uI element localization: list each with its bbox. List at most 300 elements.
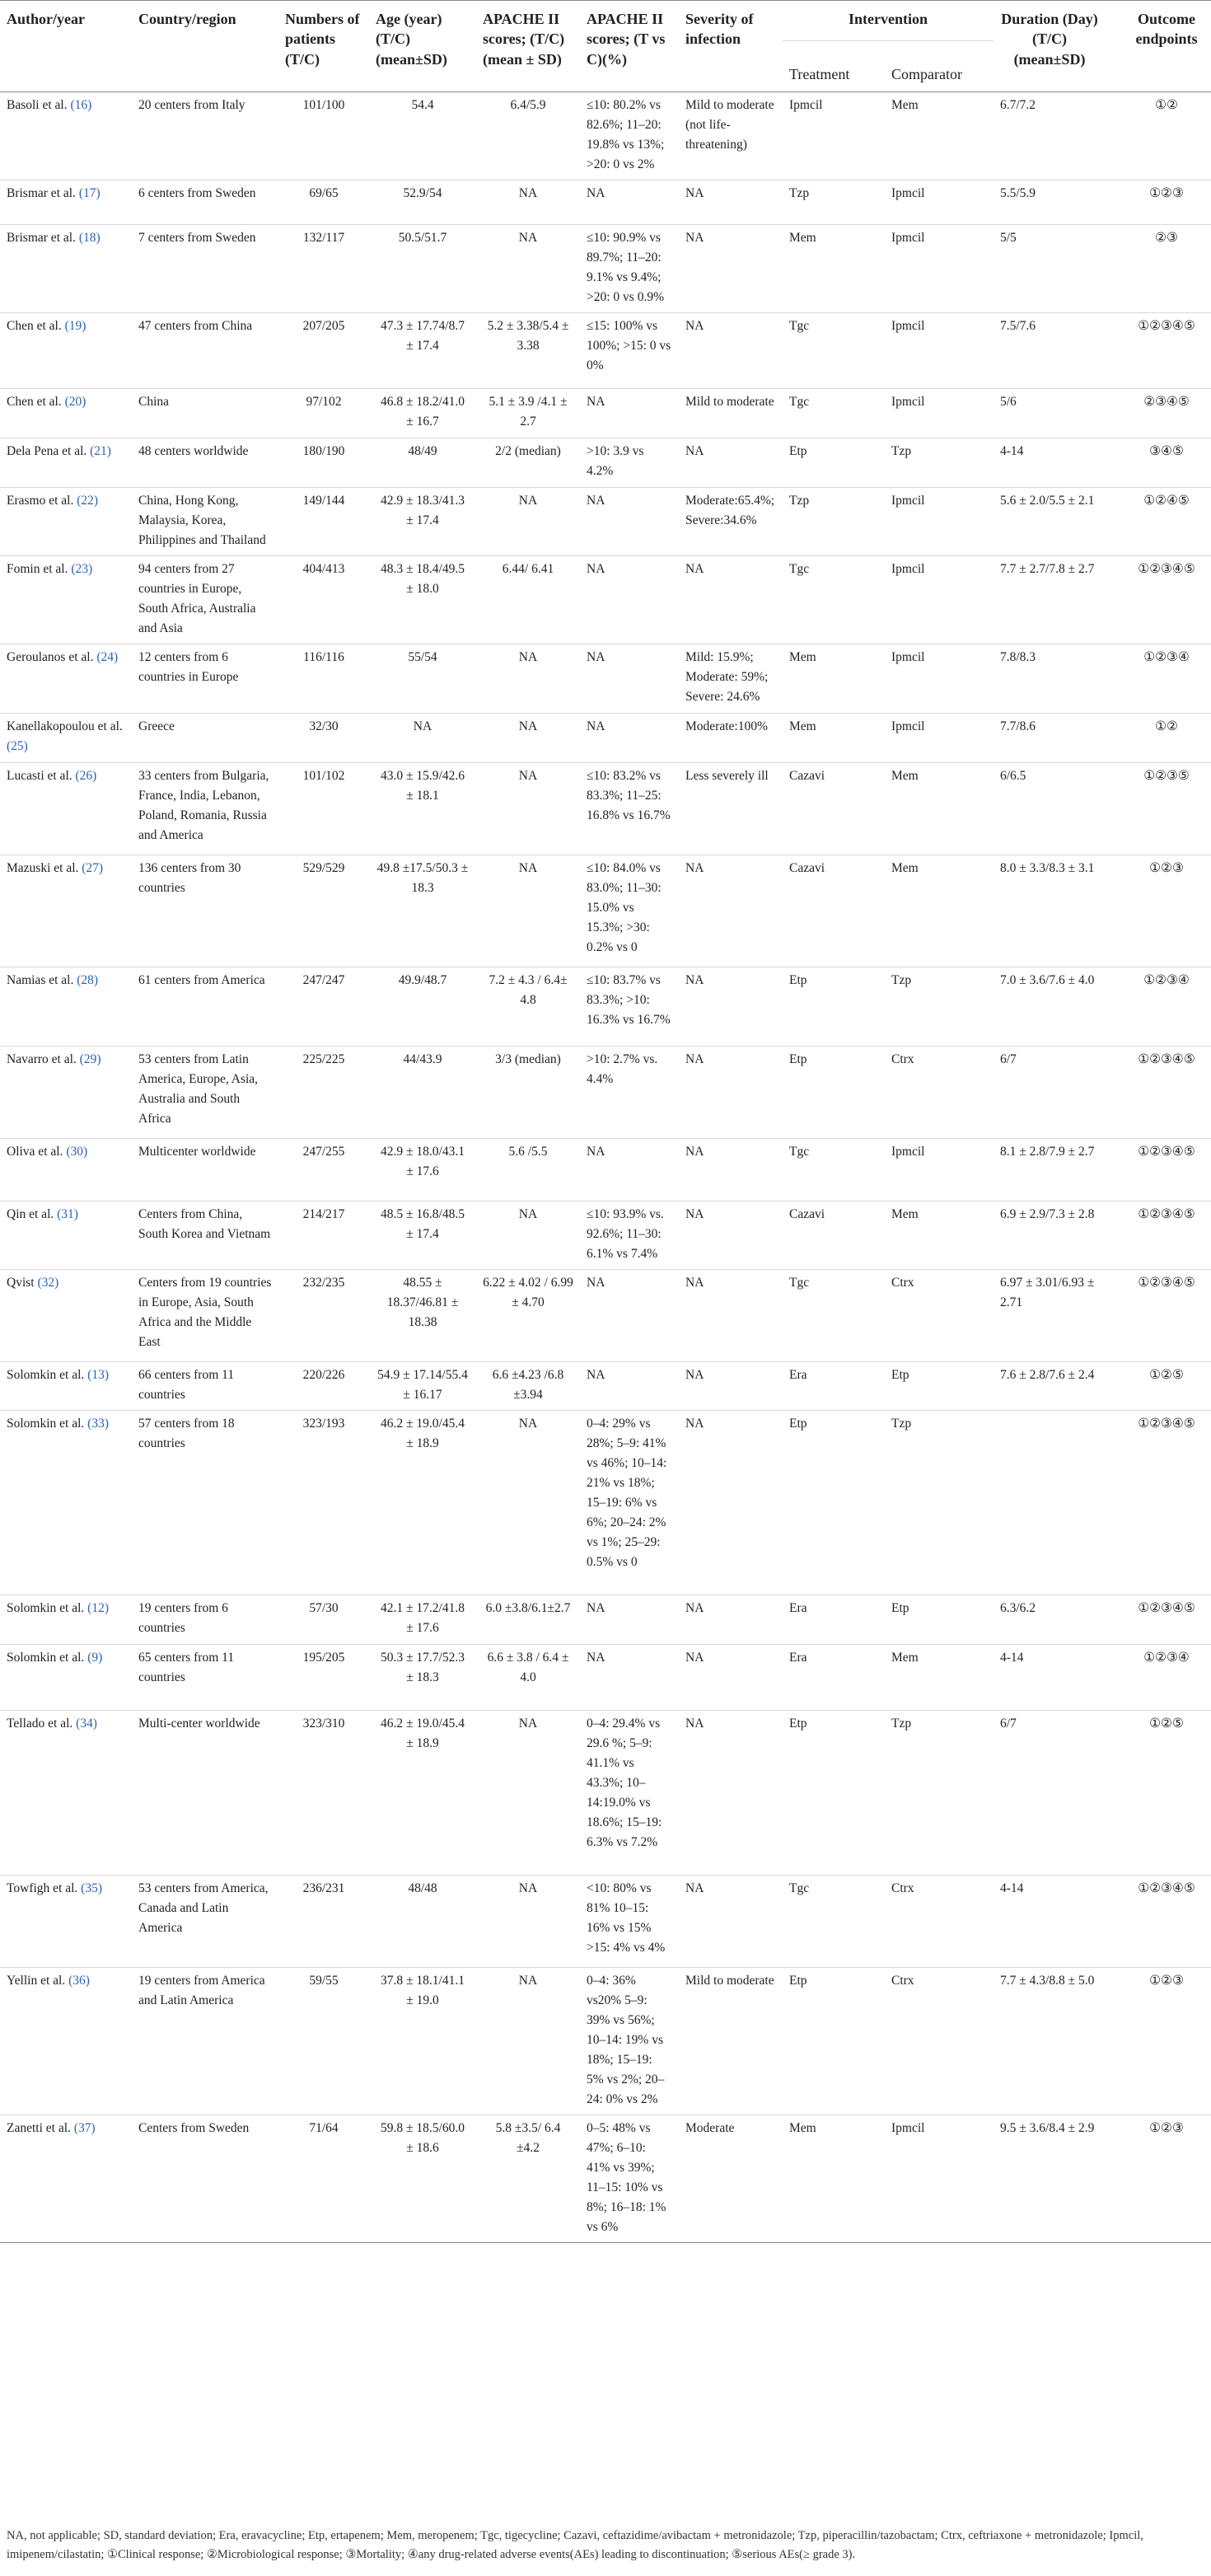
- cell-patients: 323/310: [278, 1710, 369, 1875]
- cell-age: 42.1 ± 17.2/41.8 ± 17.6: [369, 1595, 476, 1644]
- reference-link[interactable]: (35): [81, 1880, 102, 1895]
- cell-treatment: Etp: [783, 1710, 885, 1875]
- reference-link[interactable]: (33): [87, 1416, 109, 1431]
- cell-comparator: Tzp: [885, 967, 994, 1046]
- cell-duration: 6.3/6.2: [994, 1595, 1106, 1644]
- cell-treatment: Tgc: [783, 312, 885, 388]
- col-apache-percent: APACHE II scores; (T vs C)(%): [580, 1, 679, 92]
- reference-link[interactable]: (12): [87, 1600, 109, 1615]
- col-comparator: Comparator: [885, 41, 994, 91]
- author-name: Chen et al.: [7, 318, 62, 333]
- cell-comparator: Ipmcil: [885, 713, 994, 762]
- author-name: Solomkin et al.: [7, 1650, 85, 1665]
- cell-comparator: Ctrx: [885, 1875, 994, 1967]
- cell-severity: NA: [679, 1201, 783, 1269]
- cell-duration: 6/7: [994, 1046, 1106, 1138]
- cell-outcome: ①②③: [1106, 1967, 1211, 2115]
- cell-country: 12 centers from 6 countries in Europe: [132, 644, 278, 713]
- cell-author: [0, 1967, 132, 2115]
- cell-age: 46.2 ± 19.0/45.4 ± 18.9: [369, 1710, 476, 1875]
- table-header: [0, 1, 1211, 92]
- cell-comparator: Tzp: [885, 438, 994, 487]
- cell-apache-percent: >10: 2.7% vs. 4.4%: [580, 1046, 679, 1138]
- cell-duration: 5.5/5.9: [994, 180, 1106, 224]
- cell-apache-scores: NA: [476, 1710, 580, 1875]
- cell-author: [0, 762, 132, 855]
- cell-duration: 6.7/7.2: [994, 91, 1106, 180]
- author-name: Yellin et al.: [7, 1973, 66, 1988]
- author-name: Brismar et al.: [7, 185, 76, 200]
- cell-outcome: ①②③④: [1106, 1644, 1211, 1710]
- cell-outcome: ①②③: [1106, 180, 1211, 224]
- cell-outcome: ①②③④⑤: [1106, 1201, 1211, 1269]
- cell-comparator: Ipmcil: [885, 224, 994, 312]
- cell-treatment: Cazavi: [783, 1201, 885, 1269]
- cell-outcome: ①②③: [1106, 2115, 1211, 2243]
- table-row: [0, 2115, 1211, 2243]
- reference-link[interactable]: (28): [77, 972, 99, 987]
- reference-link[interactable]: (27): [82, 860, 104, 875]
- cell-author: [0, 180, 132, 224]
- cell-duration: 6.9 ± 2.9/7.3 ± 2.8: [994, 1201, 1106, 1269]
- cell-age: 52.9/54: [369, 180, 476, 224]
- cell-author: [0, 388, 132, 438]
- cell-country: Centers from China, South Korea and Vietnam: [132, 1201, 278, 1269]
- cell-author: [0, 1201, 132, 1269]
- col-patients: Numbers of patients (T/C): [278, 1, 369, 92]
- reference-link[interactable]: (16): [70, 97, 92, 112]
- author-name: Erasmo et al.: [7, 493, 74, 508]
- cell-country: China, Hong Kong, Malaysia, Korea, Philippines and Thailand: [132, 487, 278, 555]
- cell-apache-scores: NA: [476, 487, 580, 555]
- cell-apache-scores: 5.2 ± 3.38/5.4 ± 3.38: [476, 312, 580, 388]
- cell-author: [0, 438, 132, 487]
- cell-severity: Mild to moderate (not life-threatening): [679, 91, 783, 180]
- col-country: Country/region: [132, 1, 278, 92]
- col-intervention: Intervention: [783, 1, 994, 41]
- cell-author: [0, 1410, 132, 1595]
- cell-apache-scores: 6.4/5.9: [476, 91, 580, 180]
- cell-apache-percent: NA: [580, 180, 679, 224]
- cell-author: [0, 1138, 132, 1201]
- cell-author: [0, 967, 132, 1046]
- cell-patients: 529/529: [278, 855, 369, 967]
- cell-author: [0, 224, 132, 312]
- cell-author: [0, 1361, 132, 1410]
- col-treatment: Treatment: [783, 41, 885, 91]
- author-name: Zanetti et al.: [7, 2121, 71, 2136]
- table-row: [0, 1875, 1211, 1967]
- cell-age: 50.3 ± 17.7/52.3 ± 18.3: [369, 1644, 476, 1710]
- cell-author: [0, 713, 132, 762]
- reference-link[interactable]: (25): [7, 738, 28, 753]
- cell-duration: 7.0 ± 3.6/7.6 ± 4.0: [994, 967, 1106, 1046]
- cell-comparator: Ipmcil: [885, 2115, 994, 2243]
- col-apache-scores: APACHE II scores; (T/C) (mean ± SD): [476, 1, 580, 92]
- cell-age: 48.3 ± 18.4/49.5 ± 18.0: [369, 555, 476, 644]
- cell-outcome: ①②③④⑤: [1106, 1410, 1211, 1595]
- cell-treatment: Mem: [783, 644, 885, 713]
- cell-apache-percent: ≤10: 84.0% vs 83.0%; 11–30: 15.0% vs 15.3%; >30: 0.2% vs 0: [580, 855, 679, 967]
- reference-link[interactable]: (17): [78, 185, 101, 200]
- cell-author: [0, 1595, 132, 1644]
- cell-severity: NA: [679, 967, 783, 1046]
- cell-treatment: Etp: [783, 438, 885, 487]
- cell-severity: NA: [679, 1046, 783, 1138]
- reference-link[interactable]: (37): [73, 2121, 96, 2136]
- cell-treatment: Mem: [783, 2115, 885, 2243]
- cell-outcome: ①②③⑤: [1106, 762, 1211, 855]
- cell-outcome: ①②⑤: [1106, 1361, 1211, 1410]
- cell-apache-scores: NA: [476, 224, 580, 312]
- cell-age: 50.5/51.7: [369, 224, 476, 312]
- cell-severity: NA: [679, 312, 783, 388]
- reference-link[interactable]: (26): [75, 768, 97, 783]
- cell-treatment: Etp: [783, 1967, 885, 2115]
- cell-treatment: Etp: [783, 1410, 885, 1595]
- cell-outcome: ①②③④⑤: [1106, 555, 1211, 644]
- cell-duration: 6/6.5: [994, 762, 1106, 855]
- cell-duration: 5.6 ± 2.0/5.5 ± 2.1: [994, 487, 1106, 555]
- table-row: [0, 1410, 1211, 1595]
- cell-apache-percent: ≤10: 90.9% vs 89.7%; 11–20: 9.1% vs 9.4%; >20: 0 vs 0.9%: [580, 224, 679, 312]
- cell-apache-percent: <10: 80% vs 81% 10–15: 16% vs 15% >15: 4% vs 4%: [580, 1875, 679, 1967]
- cell-age: 49.8 ±17.5/50.3 ± 18.3: [369, 855, 476, 967]
- cell-duration: 6/7: [994, 1710, 1106, 1875]
- cell-duration: 6.97 ± 3.01/6.93 ± 2.71: [994, 1269, 1106, 1361]
- table-row: [0, 91, 1211, 180]
- cell-treatment: Tzp: [783, 487, 885, 555]
- cell-outcome: ①②③④⑤: [1106, 1269, 1211, 1361]
- cell-apache-scores: 3/3 (median): [476, 1046, 580, 1138]
- table-row: [0, 180, 1211, 224]
- author-name: Chen et al.: [7, 394, 62, 409]
- cell-country: Centers from 19 countries in Europe, Asia, South Africa and the Middle East: [132, 1269, 278, 1361]
- author-name: Namias et al.: [7, 972, 74, 987]
- table-row: [0, 1046, 1211, 1138]
- cell-treatment: Cazavi: [783, 855, 885, 967]
- cell-outcome: ①②③④⑤: [1106, 1595, 1211, 1644]
- cell-severity: NA: [679, 555, 783, 644]
- cell-treatment: Tgc: [783, 555, 885, 644]
- cell-age: 54.9 ± 17.14/55.4 ± 16.17: [369, 1361, 476, 1410]
- cell-patients: 149/144: [278, 487, 369, 555]
- cell-comparator: Mem: [885, 91, 994, 180]
- cell-apache-scores: 6.0 ±3.8/6.1±2.7: [476, 1595, 580, 1644]
- cell-comparator: Etp: [885, 1361, 994, 1410]
- cell-country: China: [132, 388, 278, 438]
- cell-outcome: ①②④⑤: [1106, 487, 1211, 555]
- cell-comparator: Ipmcil: [885, 1138, 994, 1201]
- cell-outcome: ①②③④⑤: [1106, 1875, 1211, 1967]
- author-name: Kanellakopoulou et al.: [7, 719, 123, 733]
- cell-country: 47 centers from China: [132, 312, 278, 388]
- reference-link[interactable]: (32): [37, 1275, 59, 1290]
- cell-author: [0, 1269, 132, 1361]
- cell-age: 59.8 ± 18.5/60.0 ± 18.6: [369, 2115, 476, 2243]
- cell-apache-percent: NA: [580, 1361, 679, 1410]
- table-row: [0, 555, 1211, 644]
- cell-treatment: Tgc: [783, 1269, 885, 1361]
- cell-age: 48/48: [369, 1875, 476, 1967]
- cell-apache-scores: NA: [476, 1201, 580, 1269]
- cell-comparator: Mem: [885, 855, 994, 967]
- cell-apache-scores: NA: [476, 713, 580, 762]
- cell-patients: 71/64: [278, 2115, 369, 2243]
- reference-link[interactable]: (22): [77, 493, 99, 508]
- author-name: Qin et al.: [7, 1206, 54, 1221]
- cell-apache-percent: ≤10: 83.7% vs 83.3%; >10: 16.3% vs 16.7%: [580, 967, 679, 1046]
- cell-patients: 132/117: [278, 224, 369, 312]
- cell-treatment: Era: [783, 1595, 885, 1644]
- cell-apache-percent: ≤10: 93.9% vs. 92.6%; 11–30: 6.1% vs 7.4%: [580, 1201, 679, 1269]
- cell-severity: Mild to moderate: [679, 388, 783, 438]
- cell-age: 47.3 ± 17.74/8.7 ± 17.4: [369, 312, 476, 388]
- reference-link[interactable]: (36): [68, 1973, 90, 1988]
- author-name: Basoli et al.: [7, 97, 68, 112]
- author-name: Mazuski et al.: [7, 860, 79, 875]
- cell-duration: 4-14: [994, 438, 1106, 487]
- reference-link[interactable]: (18): [78, 230, 101, 245]
- reference-link[interactable]: (31): [57, 1206, 78, 1221]
- cell-severity: Moderate: [679, 2115, 783, 2243]
- cell-patients: 195/205: [278, 1644, 369, 1710]
- cell-author: [0, 487, 132, 555]
- cell-patients: 214/217: [278, 1201, 369, 1269]
- cell-severity: NA: [679, 1138, 783, 1201]
- cell-comparator: Ctrx: [885, 1967, 994, 2115]
- cell-treatment: Etp: [783, 1046, 885, 1138]
- cell-apache-percent: ≤10: 83.2% vs 83.3%; 11–25: 16.8% vs 16.7%: [580, 762, 679, 855]
- reference-link[interactable]: (30): [66, 1144, 88, 1159]
- cell-outcome: ①②③④⑤: [1106, 1138, 1211, 1201]
- cell-apache-percent: NA: [580, 388, 679, 438]
- table-row: [0, 312, 1211, 388]
- author-name: Lucasti et al.: [7, 768, 72, 783]
- cell-apache-percent: NA: [580, 555, 679, 644]
- cell-outcome: ②③: [1106, 224, 1211, 312]
- cell-outcome: ②③④⑤: [1106, 388, 1211, 438]
- cell-patients: 69/65: [278, 180, 369, 224]
- reference-link[interactable]: (19): [64, 318, 86, 333]
- cell-apache-percent: NA: [580, 1595, 679, 1644]
- cell-comparator: Mem: [885, 762, 994, 855]
- table-row: [0, 713, 1211, 762]
- col-outcome: Outcome endpoints: [1106, 1, 1211, 92]
- author-name: Solomkin et al.: [7, 1600, 85, 1615]
- cell-apache-scores: NA: [476, 1410, 580, 1595]
- reference-link[interactable]: (13): [87, 1367, 109, 1382]
- col-age: Age (year) (T/C) (mean±SD): [369, 1, 476, 92]
- cell-treatment: Era: [783, 1361, 885, 1410]
- cell-severity: Moderate:100%: [679, 713, 783, 762]
- cell-treatment: Tgc: [783, 1875, 885, 1967]
- cell-age: 42.9 ± 18.3/41.3 ± 17.4: [369, 487, 476, 555]
- cell-duration: 8.1 ± 2.8/7.9 ± 2.7: [994, 1138, 1106, 1201]
- cell-author: [0, 1710, 132, 1875]
- cell-author: [0, 312, 132, 388]
- cell-apache-scores: NA: [476, 644, 580, 713]
- table-body: [0, 91, 1211, 2243]
- cell-treatment: Mem: [783, 713, 885, 762]
- author-name: Tellado et al.: [7, 1716, 73, 1731]
- reference-link[interactable]: (23): [71, 561, 93, 576]
- cell-patients: 225/225: [278, 1046, 369, 1138]
- cell-country: 7 centers from Sweden: [132, 224, 278, 312]
- cell-patients: 101/102: [278, 762, 369, 855]
- cell-severity: NA: [679, 1644, 783, 1710]
- reference-link[interactable]: (20): [64, 394, 86, 409]
- cell-treatment: Tgc: [783, 1138, 885, 1201]
- cell-author: [0, 91, 132, 180]
- cell-treatment: Ipmcil: [783, 91, 885, 180]
- cell-country: 33 centers from Bulgaria, France, India, Lebanon, Poland, Romania, Russia and America: [132, 762, 278, 855]
- cell-duration: 7.5/7.6: [994, 312, 1106, 388]
- cell-severity: NA: [679, 1595, 783, 1644]
- cell-patients: 232/235: [278, 1269, 369, 1361]
- table-row: [0, 1644, 1211, 1710]
- cell-author: [0, 1644, 132, 1710]
- cell-apache-scores: 2/2 (median): [476, 438, 580, 487]
- cell-severity: NA: [679, 224, 783, 312]
- cell-apache-scores: 6.44/ 6.41: [476, 555, 580, 644]
- author-name: Towfigh et al.: [7, 1880, 78, 1895]
- cell-age: 49.9/48.7: [369, 967, 476, 1046]
- cell-country: 20 centers from Italy: [132, 91, 278, 180]
- cell-duration: 8.0 ± 3.3/8.3 ± 3.1: [994, 855, 1106, 967]
- cell-author: [0, 1046, 132, 1138]
- cell-severity: NA: [679, 1710, 783, 1875]
- cell-author: [0, 1875, 132, 1967]
- cell-severity: NA: [679, 1410, 783, 1595]
- cell-severity: NA: [679, 1875, 783, 1967]
- cell-outcome: ①②: [1106, 713, 1211, 762]
- table-row: [0, 1595, 1211, 1644]
- author-name: Brismar et al.: [7, 230, 76, 245]
- cell-country: 19 centers from 6 countries: [132, 1595, 278, 1644]
- cell-age: 48/49: [369, 438, 476, 487]
- cell-severity: NA: [679, 855, 783, 967]
- cell-apache-scores: 7.2 ± 4.3 / 6.4± 4.8: [476, 967, 580, 1046]
- cell-age: 37.8 ± 18.1/41.1 ± 19.0: [369, 1967, 476, 2115]
- cell-country: 48 centers worldwide: [132, 438, 278, 487]
- cell-outcome: ①②③④: [1106, 644, 1211, 713]
- cell-comparator: Mem: [885, 1201, 994, 1269]
- cell-duration: 7.7 ± 4.3/8.8 ± 5.0: [994, 1967, 1106, 2115]
- cell-apache-scores: 5.1 ± 3.9 /4.1 ± 2.7: [476, 388, 580, 438]
- cell-country: Multicenter worldwide: [132, 1138, 278, 1201]
- cell-country: 94 centers from 27 countries in Europe, South Africa, Australia and Asia: [132, 555, 278, 644]
- cell-treatment: Tgc: [783, 388, 885, 438]
- cell-patients: 57/30: [278, 1595, 369, 1644]
- cell-patients: 116/116: [278, 644, 369, 713]
- cell-duration: 5/5: [994, 224, 1106, 312]
- author-name: Dela Pena et al.: [7, 443, 87, 458]
- table-row: [0, 1138, 1211, 1201]
- col-author: Author/year: [0, 1, 132, 92]
- cell-duration: 9.5 ± 3.6/8.4 ± 2.9: [994, 2115, 1106, 2243]
- cell-severity: NA: [679, 438, 783, 487]
- cell-apache-percent: 0–4: 36% vs20% 5–9: 39% vs 56%; 10–14: 19% vs 18%; 15–19: 5% vs 2%; 20–24: 0% vs 2%: [580, 1967, 679, 2115]
- cell-severity: Mild: 15.9%; Moderate: 59%; Severe: 24.6%: [679, 644, 783, 713]
- table-row: [0, 438, 1211, 487]
- cell-apache-scores: 6.22 ± 4.02 / 6.99 ± 4.70: [476, 1269, 580, 1361]
- reference-link[interactable]: (34): [76, 1716, 97, 1731]
- author-name: Geroulanos et al.: [7, 649, 94, 664]
- cell-apache-scores: NA: [476, 180, 580, 224]
- cell-comparator: Tzp: [885, 1410, 994, 1595]
- table-row: [0, 1201, 1211, 1269]
- reference-link[interactable]: (29): [79, 1051, 101, 1066]
- cell-outcome: ①②⑤: [1106, 1710, 1211, 1875]
- cell-outcome: ①②③④: [1106, 967, 1211, 1046]
- cell-author: [0, 555, 132, 644]
- cell-author: [0, 2115, 132, 2243]
- table-footnote: NA, not applicable; SD, standard deviation; Era, eravacycline; Etp, ertapenem; Mem, meropenem; Tgc, tigecycline; Cazavi, ceftazidime/avibactam + metronidazole; Tzp, piperacillin/tazobactam; Ctrx, ceftriaxone + metronidazole; Ipmcil, imipenem/cilastatin; ①Clinical response; ②Microbiological response; ③Mortality; ④any drug-related adverse events(AEs) leading to discontinuation; ⑤serious AEs(≥ grade 3).: [7, 2529, 1143, 2562]
- cell-patients: 404/413: [278, 555, 369, 644]
- author-name: Qvist: [7, 1275, 35, 1290]
- author-name: Navarro et al.: [7, 1051, 77, 1066]
- cell-country: 136 centers from 30 countries: [132, 855, 278, 967]
- cell-apache-percent: NA: [580, 1644, 679, 1710]
- cell-patients: 247/247: [278, 967, 369, 1046]
- cell-apache-percent: 0–5: 48% vs 47%; 6–10: 41% vs 39%; 11–15: 10% vs 8%; 16–18: 1% vs 6%: [580, 2115, 679, 2243]
- cell-treatment: Era: [783, 1644, 885, 1710]
- cell-apache-percent: >10: 3.9 vs 4.2%: [580, 438, 679, 487]
- cell-comparator: Ipmcil: [885, 180, 994, 224]
- reference-link[interactable]: (9): [87, 1650, 103, 1665]
- cell-severity: NA: [679, 1361, 783, 1410]
- author-name: Solomkin et al.: [7, 1416, 85, 1431]
- cell-country: Multi-center worldwide: [132, 1710, 278, 1875]
- cell-duration: 4-14: [994, 1875, 1106, 1967]
- cell-comparator: Ipmcil: [885, 388, 994, 438]
- table-row: [0, 388, 1211, 438]
- table-row: [0, 1710, 1211, 1875]
- cell-severity: NA: [679, 1269, 783, 1361]
- cell-comparator: Ctrx: [885, 1269, 994, 1361]
- cell-comparator: Ipmcil: [885, 487, 994, 555]
- cell-country: Greece: [132, 713, 278, 762]
- reference-link[interactable]: (21): [90, 443, 111, 458]
- cell-patients: 220/226: [278, 1361, 369, 1410]
- cell-comparator: Etp: [885, 1595, 994, 1644]
- reference-link[interactable]: (24): [96, 649, 119, 664]
- col-severity: Severity of infection: [679, 1, 783, 92]
- cell-treatment: Etp: [783, 967, 885, 1046]
- cell-patients: 32/30: [278, 713, 369, 762]
- cell-comparator: Ipmcil: [885, 312, 994, 388]
- cell-apache-scores: 5.6 /5.5: [476, 1138, 580, 1201]
- cell-apache-percent: ≤10: 80.2% vs 82.6%; 11–20: 19.8% vs 13%; >20: 0 vs 2%: [580, 91, 679, 180]
- cell-patients: 180/190: [278, 438, 369, 487]
- cell-treatment: Tzp: [783, 180, 885, 224]
- cell-age: 55/54: [369, 644, 476, 713]
- cell-age: 54.4: [369, 91, 476, 180]
- cell-comparator: Ipmcil: [885, 555, 994, 644]
- cell-apache-scores: NA: [476, 1875, 580, 1967]
- author-name: Solomkin et al.: [7, 1367, 85, 1382]
- cell-age: 46.8 ± 18.2/41.0 ± 16.7: [369, 388, 476, 438]
- table-row: [0, 1269, 1211, 1361]
- cell-duration: 5/6: [994, 388, 1106, 438]
- cell-apache-percent: 0–4: 29.4% vs 29.6 %; 5–9: 41.1% vs 43.3%; 10–14:19.0% vs 18.6%; 15–19: 6.3% vs 7.2%: [580, 1710, 679, 1875]
- cell-age: 48.55 ± 18.37/46.81 ± 18.38: [369, 1269, 476, 1361]
- cell-author: [0, 644, 132, 713]
- cell-outcome: ①②: [1106, 91, 1211, 180]
- cell-apache-scores: NA: [476, 762, 580, 855]
- cell-outcome: ①②③: [1106, 855, 1211, 967]
